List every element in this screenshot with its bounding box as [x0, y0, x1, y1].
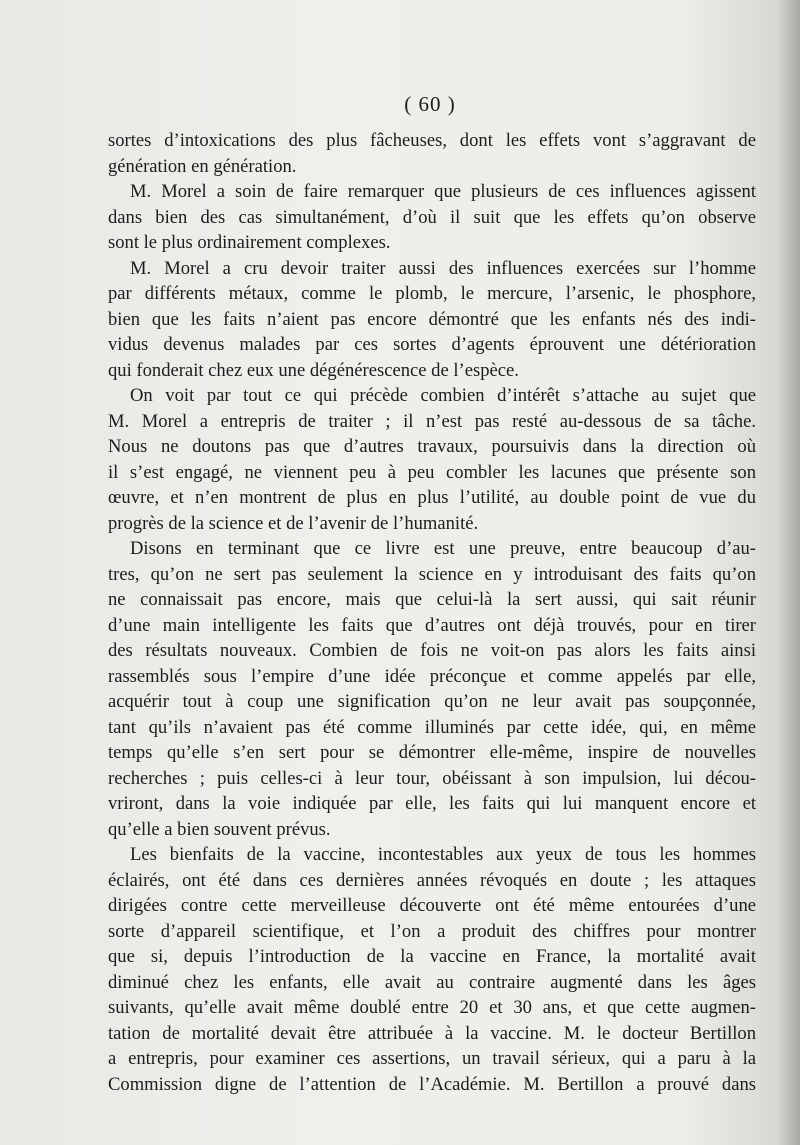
text-line: dirigées contre cette merveilleuse découverte ont été même entourées d’une — [108, 895, 756, 916]
text-line: des résultats nouveaux. Combien de fois ne voit-on pas alors les faits ainsi — [108, 640, 756, 661]
text-line: Commission digne de l’attention de l’Académie. M. Bertillon a prouvé dans — [108, 1073, 756, 1095]
text-line: a entrepris, pour examiner ces assertions, un travail sérieux, qui a paru à la — [108, 1048, 756, 1069]
text-line: suivants, qu’elle avait même doublé entre 20 et 30 ans, et que cette augmen- — [108, 997, 756, 1018]
text-line: d’une main intelligente les faits que d’autres ont déjà trouvés, pour en tirer — [108, 614, 756, 636]
text-line: On voit par tout ce qui précède combien d’intérêt s’attache au sujet que — [130, 385, 756, 406]
text-line: tation de mortalité devait être attribuée à la vaccine. M. le docteur Bertillon — [108, 1022, 756, 1044]
text-line: dans bien des cas simultanément, d’où il suit que les effets qu’on observe — [108, 206, 756, 228]
text-line: rassemblés sous l’empire d’une idée préconçue et comme appelés par elle, — [108, 665, 756, 687]
text-line: bien que les faits n’aient pas encore démontré que les enfants nés des indi- — [108, 308, 756, 330]
text-line: génération en génération. — [108, 155, 297, 177]
text-line: œuvre, et n’en montrent de plus en plus l’utilité, au double point de vue du — [108, 487, 756, 508]
text-line: il s’est engagé, ne viennent peu à peu combler les lacunes que présente son — [108, 461, 756, 483]
text-line: M. Morel a cru devoir traiter aussi des influences exercées sur l’homme — [130, 257, 756, 279]
text-line: sorte d’appareil scientifique, et l’on a produit des chiffres pour montrer — [108, 920, 756, 942]
text-line: tres, qu’on ne sert pas seulement la science en y introduisant des faits qu’on — [108, 563, 756, 585]
text-line: vidus devenus malades par ces sortes d’agents éprouvent une détérioration — [108, 334, 756, 355]
text-line: éclairés, ont été dans ces dernières années révoqués en doute ; les attaques — [108, 869, 756, 891]
text-line: Les bienfaits de la vaccine, incontestables aux yeux de tous les hommes — [130, 844, 756, 865]
text-line: que si, depuis l’introduction de la vaccine en France, la mortalité avait — [108, 946, 756, 967]
text-line: recherches ; puis celles-ci à leur tour, obéissant à son impulsion, lui décou- — [108, 767, 756, 789]
text-line: Nous ne doutons pas que d’autres travaux, poursuivis dans la direction où — [108, 436, 756, 457]
text-line: Disons en terminant que ce livre est une preuve, entre beaucoup d’au- — [130, 538, 756, 559]
text-line: M. Morel a entrepris de traiter ; il n’est pas resté au-dessous de sa tâche. — [108, 410, 756, 432]
text-line: tant qu’ils n’avaient pas été comme illuminés par cette idée, qui, en même — [108, 716, 756, 738]
page-number: ( 60 ) — [404, 92, 456, 116]
text-line: temps qu’elle s’en sert pour se démontrer elle-même, inspire de nouvelles — [108, 742, 756, 763]
text-line: qui fonderait chez eux une dégénérescence de l’espèce. — [108, 359, 519, 381]
text-line: sont le plus ordinairement complexes. — [108, 232, 391, 253]
text-line: par différents métaux, comme le plomb, le mercure, l’arsenic, le phosphore, — [108, 283, 756, 304]
text-line: diminué chez les enfants, elle avait au contraire augmenté dans les âges — [108, 971, 756, 993]
text-line: qu’elle a bien souvent prévus. — [108, 818, 331, 840]
text-line: vriront, dans la voie indiquée par elle, les faits qui lui manquent encore et — [108, 793, 756, 814]
text-line: M. Morel a soin de faire remarquer que plusieurs de ces influences agissent — [130, 181, 756, 202]
text-line: sortes d’intoxications des plus fâcheuses, dont les effets vont s’aggravant de — [108, 130, 756, 151]
text-line: progrès de la science et de l’avenir de l’humanité. — [108, 512, 479, 534]
text-line: acquérir tout à coup une signification qu’on ne leur avait pas soupçonnée, — [108, 691, 756, 712]
body-text — [108, 128, 756, 1097]
text-line: ne connaissait pas encore, mais que celui-là la sert aussi, qui sait réunir — [108, 589, 756, 610]
